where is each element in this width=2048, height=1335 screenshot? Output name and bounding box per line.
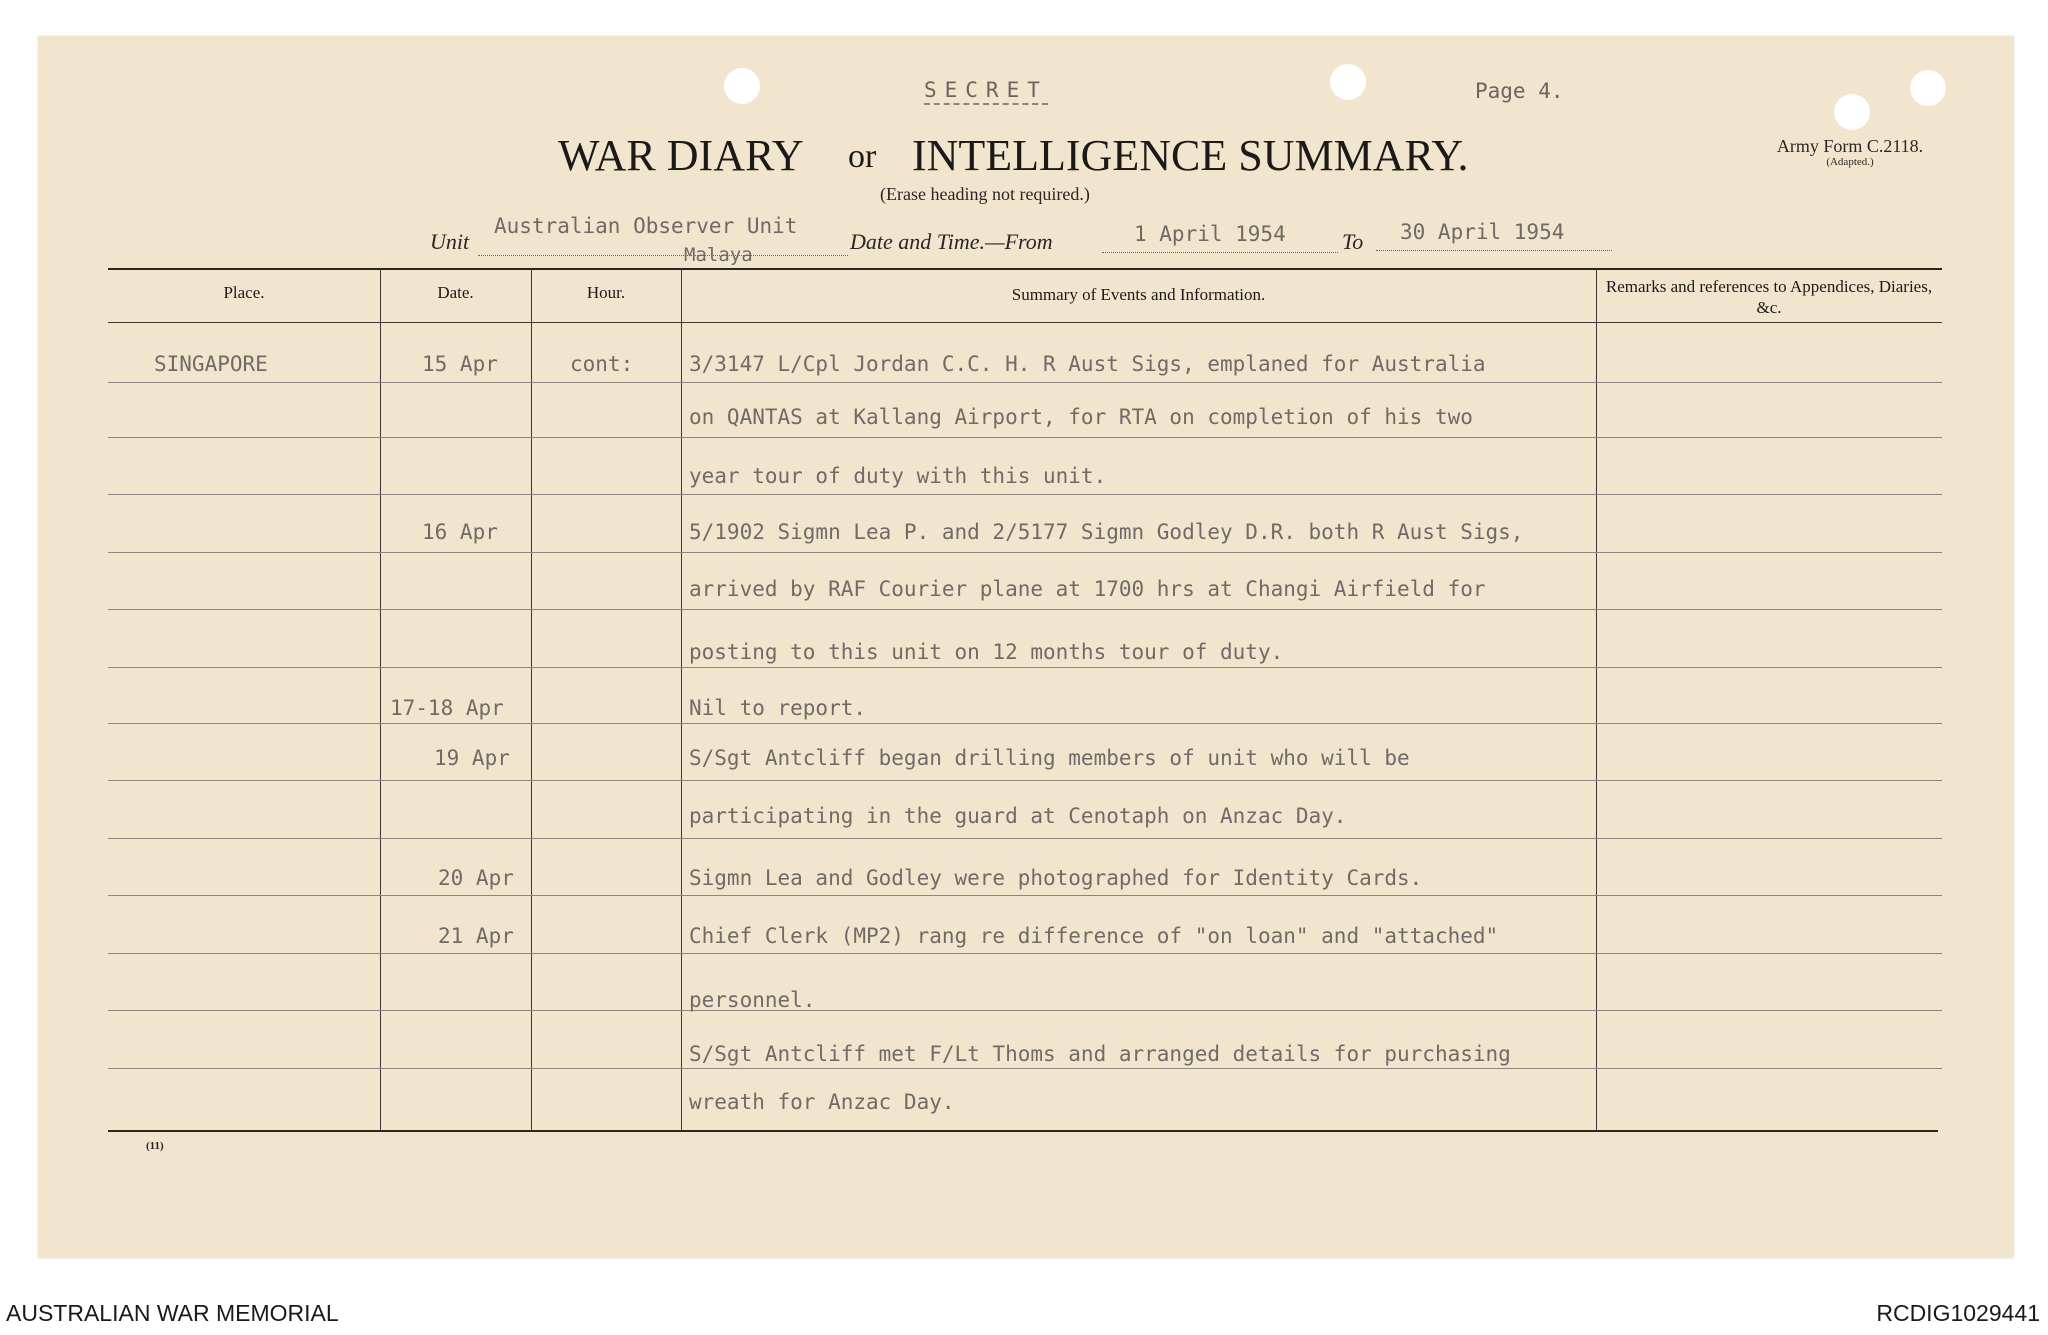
title-war-diary: WAR DIARY (558, 131, 804, 180)
column-header-place: Place. (223, 283, 265, 302)
unit-value-line-2: Malaya (684, 244, 753, 266)
column-header-summary: Summary of Events and Information. (1011, 285, 1266, 304)
row-rule (108, 1068, 1942, 1069)
erase-note: (Erase heading not required.) (880, 184, 1090, 204)
to-date: 30 April 1954 (1400, 220, 1565, 244)
to-label: To (1342, 229, 1364, 254)
summary-line: Sigmn Lea and Godley were photographed for Identity Cards. (689, 866, 1423, 890)
header-rule (108, 322, 1942, 323)
date-cell: 17-18 Apr (390, 696, 504, 720)
archive-id: RCDIG1029441 (1876, 1300, 2040, 1326)
summary-line: arrived by RAF Courier plane at 1700 hrs at Changi Airfield for (689, 577, 1486, 601)
table-bottom-rule (108, 1130, 1938, 1132)
column-divider (380, 268, 381, 1130)
row-rule (108, 609, 1942, 610)
archive-credit: AUSTRALIAN WAR MEMORIAL (6, 1300, 339, 1326)
summary-line: on QANTAS at Kallang Airport, for RTA on completion of his two (689, 405, 1473, 429)
from-dotted-line (1102, 252, 1338, 253)
to-dotted-line (1376, 250, 1612, 251)
unit-label: Unit (430, 229, 470, 254)
date-cell: 16 Apr (422, 520, 498, 544)
row-rule (108, 552, 1942, 553)
summary-line: personnel. (689, 988, 816, 1012)
punch-hole (724, 68, 760, 104)
date-cell: 15 Apr (422, 352, 498, 376)
army-form-adapted: (Adapted.) (1826, 156, 1874, 168)
title-intelligence-summary: INTELLIGENCE SUMMARY. (912, 131, 1469, 180)
row-rule (108, 494, 1942, 495)
title-or: or (848, 138, 877, 175)
row-rule (108, 895, 1942, 896)
date-cell: 21 Apr (438, 924, 514, 948)
column-header-remarks: Remarks and references to Appendices, Diaries, &c. (1605, 277, 1933, 318)
column-divider (681, 268, 682, 1130)
unit-value: Australian Observer Unit (494, 214, 798, 238)
row-rule (108, 1010, 1942, 1011)
summary-line: 3/3147 L/Cpl Jordan C.C. H. R Aust Sigs, emplaned for Australia (689, 352, 1486, 376)
row-rule (108, 953, 1942, 954)
diary-table (108, 268, 1942, 1130)
date-cell: 20 Apr (438, 866, 514, 890)
place-cell: SINGAPORE (154, 352, 268, 376)
punch-hole (1910, 70, 1946, 106)
summary-line: year tour of duty with this unit. (689, 464, 1107, 488)
row-rule (108, 838, 1942, 839)
summary-line: wreath for Anzac Day. (689, 1090, 955, 1114)
from-date: 1 April 1954 (1134, 222, 1286, 246)
column-divider (1596, 268, 1597, 1130)
summary-line: posting to this unit on 12 months tour of duty. (689, 640, 1284, 664)
column-divider (531, 268, 532, 1130)
summary-line: S/Sgt Antcliff began drilling members of unit who will be (689, 746, 1410, 770)
summary-line: 5/1902 Sigmn Lea P. and 2/5177 Sigmn Godley D.R. both R Aust Sigs, (689, 520, 1524, 544)
date-cell: 19 Apr (434, 746, 510, 770)
summary-line: S/Sgt Antcliff met F/Lt Thoms and arranged details for purchasing (689, 1042, 1511, 1066)
row-rule (108, 667, 1942, 668)
row-rule (108, 382, 1942, 383)
hour-cell: cont: (570, 352, 634, 376)
page-number: Page 4. (1475, 79, 1564, 103)
row-rule (108, 780, 1942, 781)
army-form-number: Army Form C.2118. (1776, 136, 1924, 156)
form-code: (11) (146, 1140, 164, 1152)
column-header-date: Date. (437, 283, 474, 302)
table-top-rule (108, 268, 1942, 270)
summary-line: participating in the guard at Cenotaph on Anzac Day. (689, 804, 1347, 828)
unit-dotted-line (478, 255, 848, 256)
classification-stamp: SECRET (924, 78, 1048, 105)
summary-line: Nil to report. (689, 696, 867, 720)
punch-hole (1330, 64, 1366, 100)
army-form-label (1740, 137, 1960, 168)
row-rule (108, 723, 1942, 724)
punch-hole (1834, 94, 1870, 130)
date-time-label: Date and Time.—From (850, 229, 1053, 254)
summary-line: Chief Clerk (MP2) rang re difference of "on loan" and "attached" (689, 924, 1499, 948)
row-rule (108, 437, 1942, 438)
column-header-hour: Hour. (586, 283, 626, 302)
